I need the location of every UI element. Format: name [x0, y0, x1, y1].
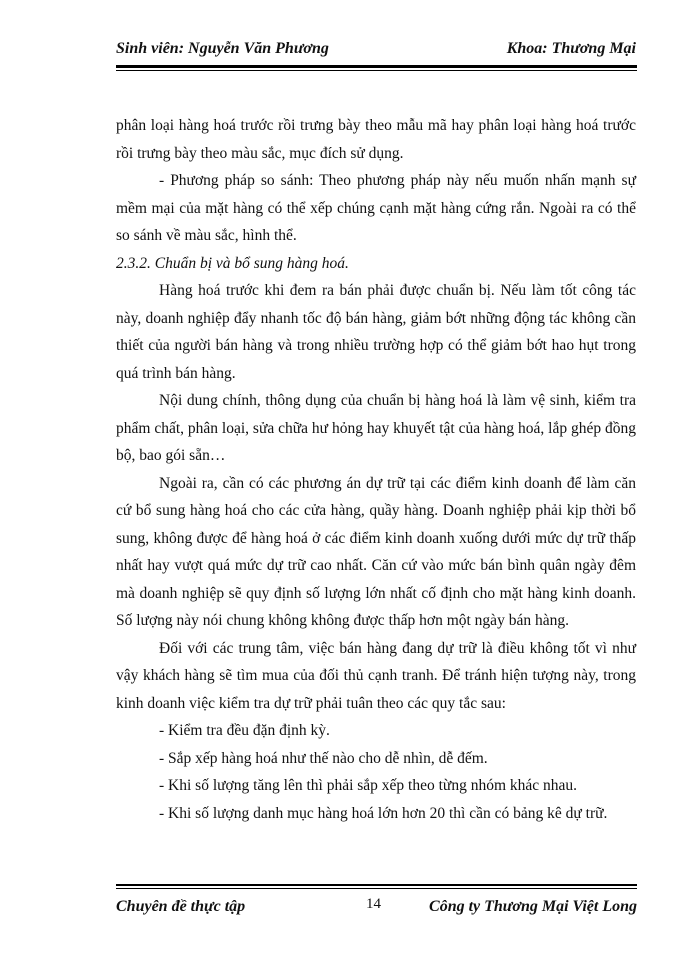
footer-title: Chuyên đề thực tập: [116, 898, 246, 915]
paragraph: Ngoài ra, cần có các phương án dự trữ tại các điểm kinh doanh để làm căn cứ bổ sung hàng hoá cho các cửa hàng, quầy hàng. Doanh nghiệp phải kịp thời bổ sung, không được để hàng hoá ở các điểm kinh doanh xuống dưới mức dự trữ thấp nhất hay vượt quá mức dự trữ cao nhất. Căn cứ vào mức bán bình quân ngày đêm mà doanh nghiệp sẽ quy định số lượng lớn nhất cố định cho mặt hàng kinh doanh. Số lượng này nói chung không không được thấp hơn một ngày bán hàng.: [116, 474, 636, 629]
list-item: - Khi số lượng tăng lên thì phải sắp xếp theo từng nhóm khác nhau.: [159, 777, 578, 794]
footer-rule-thin: [116, 888, 637, 889]
paragraph: - Phương pháp so sánh: Theo phương pháp này nếu muốn nhấn mạnh sự mềm mại của mặt hàng có thể xếp chúng cạnh mặt hàng cứng rắn. Ngoài ra có thể so sánh về màu sắc, hình thể.: [116, 172, 636, 244]
paragraph: phân loại hàng hoá trước rồi trưng bày theo mẫu mã hay phân loại hàng hoá trước rồi trưng bày theo màu sắc, mục đích sử dụng.: [116, 117, 636, 162]
paragraph: Hàng hoá trước khi đem ra bán phải được chuẩn bị. Nếu làm tốt công tác này, doanh nghiệp đẩy nhanh tốc độ bán hàng, giảm bớt những động tác không cần thiết của người bán hàng và trong nhiều trường hợp có thể giảm bớt hao hụt trong quá trình bán hàng.: [116, 282, 636, 382]
header-rule-thin: [116, 70, 637, 71]
header-faculty: Khoa: Thương Mại: [506, 40, 636, 57]
header-student: Sinh viên: Nguyễn Văn Phương: [116, 40, 329, 57]
list-item: - Khi số lượng danh mục hàng hoá lớn hơn 20 thì cần có bảng kê dự trữ.: [159, 804, 608, 822]
page-body: [116, 112, 636, 827]
footer-company: Công ty Thương Mại Việt Long: [429, 898, 637, 915]
list-item: - Sắp xếp hàng hoá như thế nào cho dễ nhìn, dễ đếm.: [159, 749, 488, 767]
page-footer: [116, 898, 637, 922]
page-number: 14: [366, 896, 381, 912]
header-rule: [116, 65, 637, 68]
section-heading: 2.3.2. Chuẩn bị và bổ sung hàng hoá.: [116, 254, 349, 272]
list-item: - Kiểm tra đều đặn định kỳ.: [159, 722, 330, 739]
paragraph: Đối với các trung tâm, việc bán hàng đang dự trữ là điều không tốt vì như vậy khách hàng sẽ tìm mua của đối thủ cạnh tranh. Để tránh hiện tượng này, trong kinh doanh việc kiểm tra dự trữ phải tuân theo các quy tắc sau:: [116, 639, 636, 712]
page-header: [116, 40, 636, 64]
footer-rule: [116, 884, 637, 886]
paragraph: Nội dung chính, thông dụng của chuẩn bị hàng hoá là làm vệ sinh, kiểm tra phẩm chất, phân loại, sửa chữa hư hỏng hay khuyết tật của hàng hoá, lắp ghép đồng bộ, bao gói sẵn…: [116, 392, 636, 464]
